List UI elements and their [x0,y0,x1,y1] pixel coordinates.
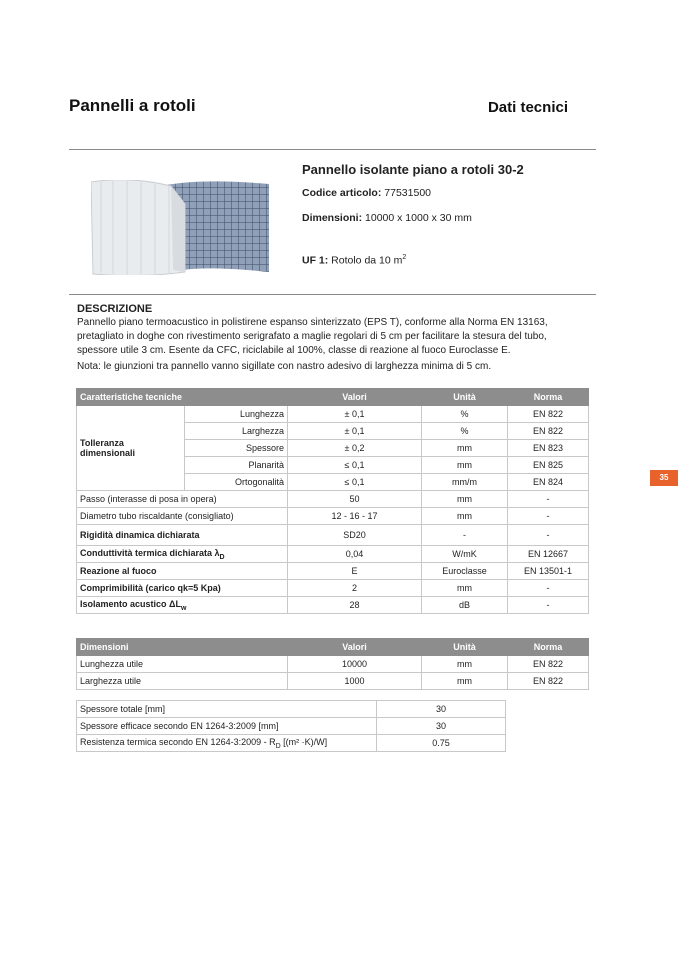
table-row [77,491,589,508]
row-norm: EN 822 [508,406,589,423]
row-norm: - [508,491,589,508]
description-text: Pannello piano termoacustico in polistirene espanso sinterizzato (EPS T), conforme alla Norma EN 13163, pretagliato in doghe con rivestimento serigrafato a maglie regolari di 5 cm per facilitare la stesura del tubo, spessore utile 3 cm. Esente da CFC, riciclabile al 100%, classe di reazione al fuoco Euroclasse E. [77,317,548,356]
row-value: E [288,563,422,580]
table-row [77,701,506,718]
row-norm: EN 823 [508,440,589,457]
row-unit: mm [422,457,508,474]
row-sub-label: Spessore [185,440,288,457]
row-label: Comprimibilità (carico qk=5 Kpa) [77,580,288,597]
row-label: Reazione al fuoco [77,563,288,580]
row-value: 10000 [288,656,422,673]
row-value: 12 - 16 - 17 [288,508,422,525]
description-heading: DESCRIZIONE [77,303,153,315]
row-unit: Euroclasse [422,563,508,580]
table-row [77,673,589,690]
row-norm: - [508,525,589,546]
product-image [91,180,271,275]
row-unit: mm/m [422,474,508,491]
product-uf: UF 1: Rotolo da 10 $m^2$ [302,254,407,267]
group-label: Tolleranza dimensionali [77,406,185,491]
row-value: ≤ 0,1 [288,457,422,474]
page-title: Pannelli a rotoli [69,96,196,115]
row-unit: W/mK [422,546,508,563]
header-characteristics: Caratteristiche tecniche [77,389,288,406]
row-unit: mm [422,656,508,673]
row-norm: EN 822 [508,423,589,440]
header-norm: Norma [508,389,589,406]
product-dimensions: Dimensioni: 10000 x 1000 x 30 mm [302,212,472,224]
header-values: Valori [288,639,422,656]
row-sub-label: Lunghezza [185,406,288,423]
header-norm: Norma [508,639,589,656]
row-sub-label: Larghezza [185,423,288,440]
row-label: Isolamento acustico $\Delta L_w$ [77,597,288,614]
row-norm: EN 822 [508,656,589,673]
row-value: 50 [288,491,422,508]
product-info [302,162,602,280]
row-norm: - [508,508,589,525]
table-row [77,718,506,735]
row-sub-label: Planarità [185,457,288,474]
row-norm: EN 12667 [508,546,589,563]
row-label: Lunghezza utile [77,656,288,673]
thickness-table [76,700,506,752]
row-label: Diametro tubo riscaldante (consigliato) [77,508,288,525]
table-row [77,546,589,563]
row-value: 28 [288,597,422,614]
header-values: Valori [288,389,422,406]
row-value: 30 [377,718,506,735]
table-row [77,597,589,614]
section-category: Dati tecnici [487,99,568,116]
row-value: 0.75 [377,735,506,752]
product-divider [69,294,596,295]
row-unit: mm [422,508,508,525]
tech-table [76,388,589,614]
page-number-badge: 35 [650,470,678,486]
header-dimensions: Dimensioni [77,639,288,656]
row-label: Resistenza termica secondo EN 1264-3:2009 - $R_D$ [(m² ·K)/W] [77,735,377,752]
description-note: Nota: le giunzioni tra pannello vanno sigillate con nastro adesivo di larghezza minima di 5 cm. [77,361,492,372]
row-label: Larghezza utile [77,673,288,690]
row-label: Conduttività termica dichiarata $\lambda_D$ [77,546,288,563]
dimensions-table [76,638,589,690]
header-unit: Unità [422,389,508,406]
description-block [77,302,587,374]
table-row [77,735,506,752]
row-value: 0,04 [288,546,422,563]
dimensions-table-header [77,639,589,656]
row-norm: - [508,580,589,597]
product-code: Codice articolo: 77531500 [302,187,431,199]
row-norm: EN 822 [508,673,589,690]
row-unit: mm [422,491,508,508]
row-norm: EN 13501-1 [508,563,589,580]
row-sub-label: Ortogonalità [185,474,288,491]
row-unit: mm [422,673,508,690]
table-row [77,656,589,673]
row-value: SD20 [288,525,422,546]
top-divider [69,149,596,150]
row-norm: EN 824 [508,474,589,491]
row-label: Spessore totale [mm] [77,701,377,718]
row-value: ± 0,1 [288,406,422,423]
row-value: ± 0,2 [288,440,422,457]
row-unit: % [422,406,508,423]
row-label: Spessore efficace secondo EN 1264-3:2009 [mm] [77,718,377,735]
row-norm: - [508,597,589,614]
row-unit: - [422,525,508,546]
row-value: 2 [288,580,422,597]
row-unit: mm [422,440,508,457]
row-value: ± 0,1 [288,423,422,440]
row-norm: EN 825 [508,457,589,474]
table-row [77,563,589,580]
row-unit: mm [422,580,508,597]
row-value: 1000 [288,673,422,690]
tech-table-header [77,389,589,406]
row-unit: % [422,423,508,440]
table-row [77,508,589,525]
row-label: Rigidità dinamica dichiarata [77,525,288,546]
row-label: Passo (interasse di posa in opera) [77,491,288,508]
product-name: Pannello isolante piano a rotoli 30-2 [302,162,524,177]
table-row [77,580,589,597]
table-row [77,525,589,546]
row-value: 30 [377,701,506,718]
row-value: ≤ 0,1 [288,474,422,491]
header-unit: Unità [422,639,508,656]
table-row [77,406,589,423]
row-unit: dB [422,597,508,614]
